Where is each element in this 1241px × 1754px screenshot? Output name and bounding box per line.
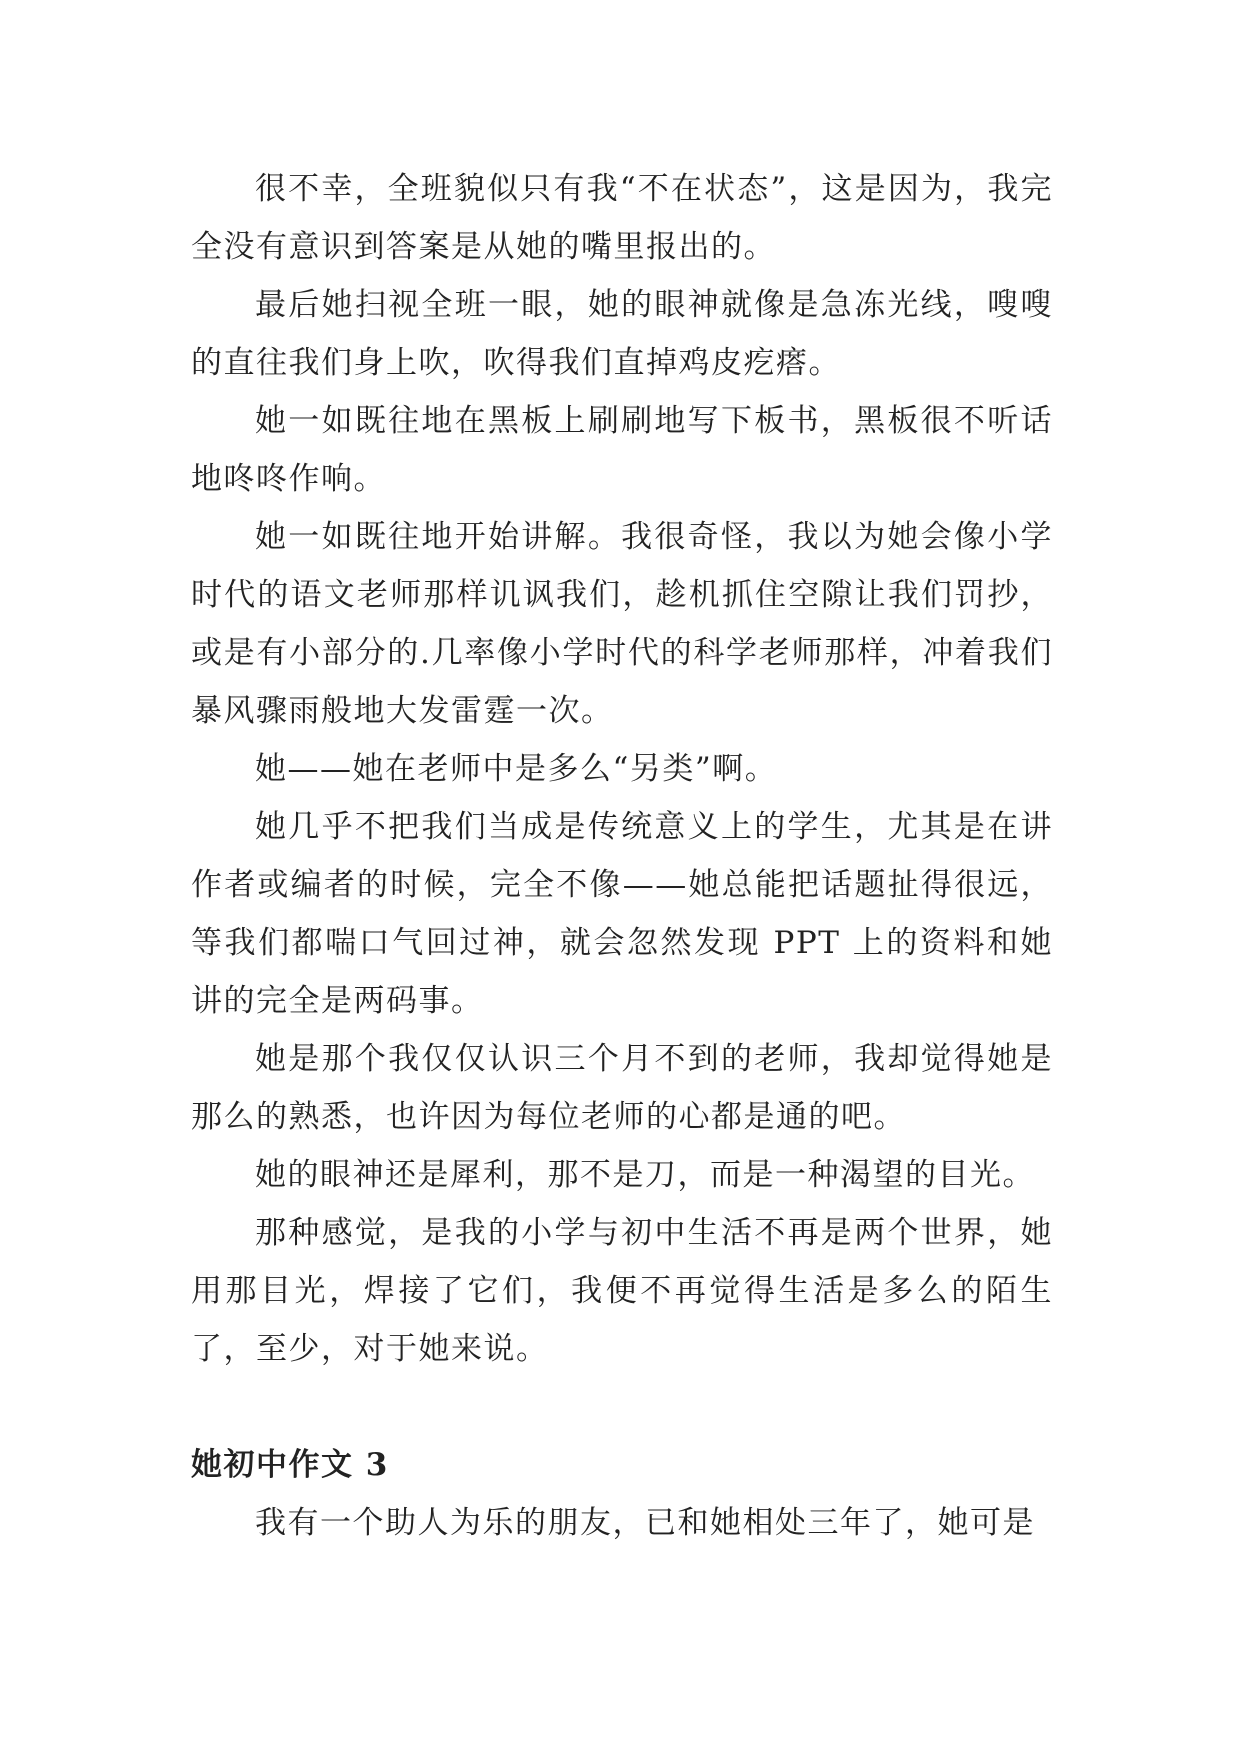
paragraph: 最后她扫视全班一眼，她的眼神就像是急冻光线，嗖嗖的直往我们身上吹，吹得我们直掉鸡皮疙瘩。 [191,287,1053,381]
paragraph: 她的眼神还是犀利，那不是刀，而是一种渴望的目光。 [255,1157,1035,1193]
paragraph: 很不幸，全班貌似只有我“不在状态”，这是因为，我完全没有意识到答案是从她的嘴里报出的。 [191,171,1053,265]
paragraph: 那种感觉，是我的小学与初中生活不再是两个世界，她用那目光，焊接了它们，我便不再觉得生活是多么的陌生了，至少，对于她来说。 [191,1215,1053,1367]
paragraph: 她一如既往地在黑板上刷刷地写下板书，黑板很不听话地咚咚作响。 [191,403,1053,497]
paragraph: 她一如既往地开始讲解。我很奇怪，我以为她会像小学时代的语文老师那样讥讽我们，趁机抓住空隙让我们罚抄，或是有小部分的.几率像小学时代的科学老师那样，冲着我们暴风骤雨般地大发雷霆一次。 [191,519,1053,729]
paragraph: 她几乎不把我们当成是传统意义上的学生，尤其是在讲作者或编者的时候，完全不像——她总能把话题扯得很远，等我们都喘口气回过神，就会忽然发现 PPT 上的资料和她讲的完全是两码事。 [191,809,1053,1019]
paragraph: 她——她在老师中是多么“另类”啊。 [255,751,778,787]
document-body [191,160,1053,1552]
paragraph: 我有一个助人为乐的朋友，已和她相处三年了，她可是 [255,1505,1035,1541]
paragraph: 她是那个我仅仅认识三个月不到的老师，我却觉得她是那么的熟悉，也许因为每位老师的心都是通的吧。 [191,1041,1053,1135]
section-heading: 她初中作文 3 [191,1447,389,1483]
